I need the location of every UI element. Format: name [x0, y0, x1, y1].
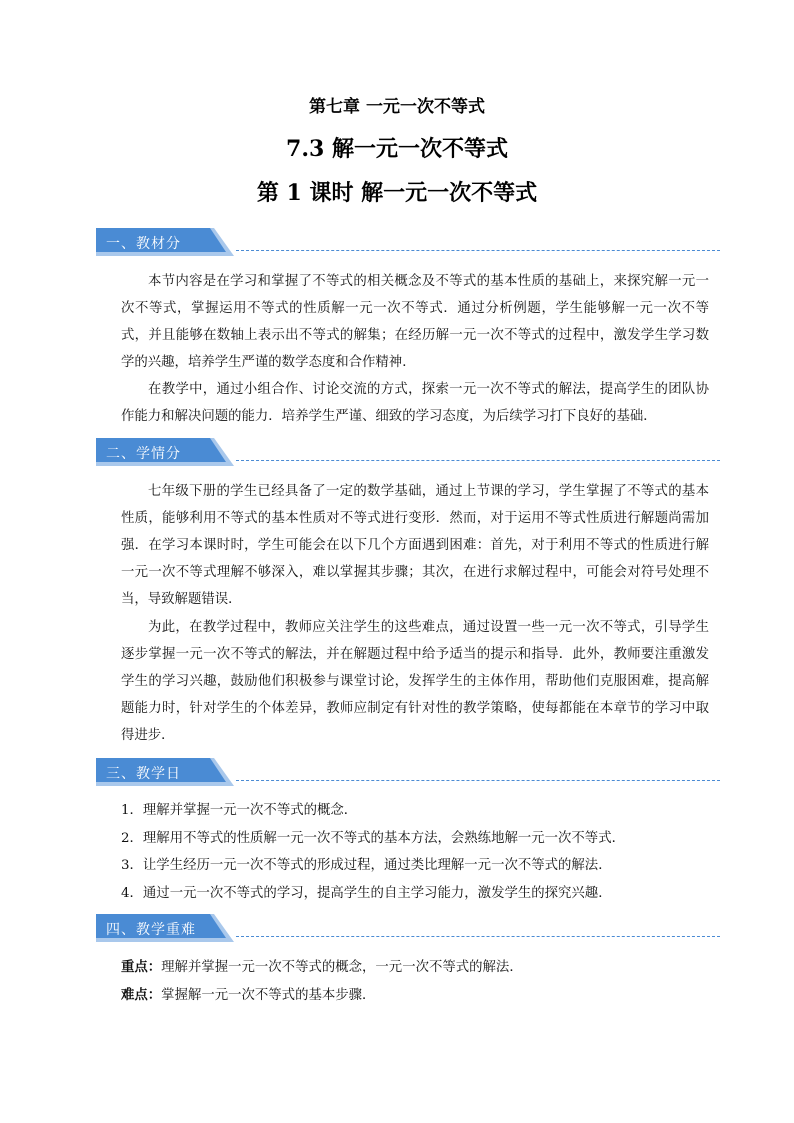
key-point — [121, 957, 721, 978]
section-label-1: 一、教材分 — [106, 236, 181, 252]
section-divider-1 — [236, 250, 720, 251]
section-header-2 — [96, 438, 720, 466]
key-point-label: 重点： — [121, 959, 162, 975]
paragraph-2-1: 七年级下册的学生已经具备了一定的数学基础，通过上节课的学习，学生掌握了不等式的基本性质，能够利用不等式的基本性质对不等式进行变形．然而，对于运用不等式性质进行解题尚需加强．在学习本课时时，学生可能会在以下几个方面遇到困难：首先，对于利用不等式的性质进行解一元一次不等式理解不够深入，难以掌握其步骤；其次，在进行求解过程中，可能会对符号处理不当，导致解题错误． — [121, 484, 709, 607]
section-header-4 — [96, 914, 720, 942]
key-point-text: 理解并掌握一元一次不等式的概念，一元一次不等式的解法． — [161, 960, 523, 975]
paragraph-1-1: 本节内容是在学习和掌握了不等式的相关概念及不等式的基本性质的基础上，来探究解一元一次不等式，掌握运用不等式的性质解一元一次不等式．通过分析例题，学生能够解一元一次不等式，并且能够在数轴上表示出不等式的解集；在经历解一元一次不等式的过程中，激发学生学习数学的兴趣，培养学生严谨的数学态度和合作精神． — [121, 274, 709, 370]
lesson-title: 第 1 课时 解一元一次不等式 — [256, 180, 538, 206]
section-header-1 — [96, 228, 720, 256]
section-label-3: 三、教学日 — [106, 766, 181, 782]
section-divider-2 — [236, 460, 720, 461]
section-header-3 — [96, 758, 720, 786]
section-label-2: 二、学情分 — [106, 446, 181, 462]
chapter-title: 第七章 一元一次不等式 — [309, 97, 485, 117]
paragraph-2-2: 为此，在教学过程中，教师应关注学生的这些难点，通过设置一些一元一次不等式，引导学生逐步掌握一元一次不等式的解法，并在解题过程中给予适当的提示和指导．此外，教师要注重激发学生的学习兴趣，鼓励他们积极参与课堂讨论，发挥学生的主体作用，帮助他们克服困难，提高解题能力时，针对学生的个体差异，教师应制定有针对性的教学策略，使每都能在本章节的学习中取得进步． — [121, 620, 709, 743]
section-tab-4 — [96, 914, 234, 942]
difficult-point-label: 难点： — [121, 987, 162, 1003]
section-tab-1 — [96, 228, 234, 256]
difficult-point — [121, 985, 721, 1006]
section-divider-4 — [236, 936, 720, 937]
difficult-point-text: 掌握解一元一次不等式的基本步骤． — [161, 988, 376, 1003]
section-title: 7.3 解一元一次不等式 — [286, 136, 508, 162]
section-tab-2 — [96, 438, 234, 466]
objective-item-1: 1．理解并掌握一元一次不等式的概念． — [121, 803, 358, 818]
section-tab-3 — [96, 758, 234, 786]
objective-item-2: 2．理解用不等式的性质解一元一次不等式的基本方法，会熟练地解一元一次不等式． — [121, 831, 625, 846]
section-label-4: 四、教学重难 — [106, 922, 196, 938]
section-divider-3 — [236, 780, 720, 781]
objective-item-3: 3．让学生经历一元一次不等式的形成过程，通过类比理解一元一次不等式的解法． — [121, 858, 612, 873]
paragraph-1-2: 在教学中，通过小组合作、讨论交流的方式，探索一元一次不等式的解法，提高学生的团队协作能力和解决问题的能力．培养学生严谨、细致的学习态度，为后续学习打下良好的基础． — [121, 382, 709, 424]
objective-item-4: 4．通过一元一次不等式的学习，提高学生的自主学习能力，激发学生的探究兴趣． — [121, 886, 612, 901]
